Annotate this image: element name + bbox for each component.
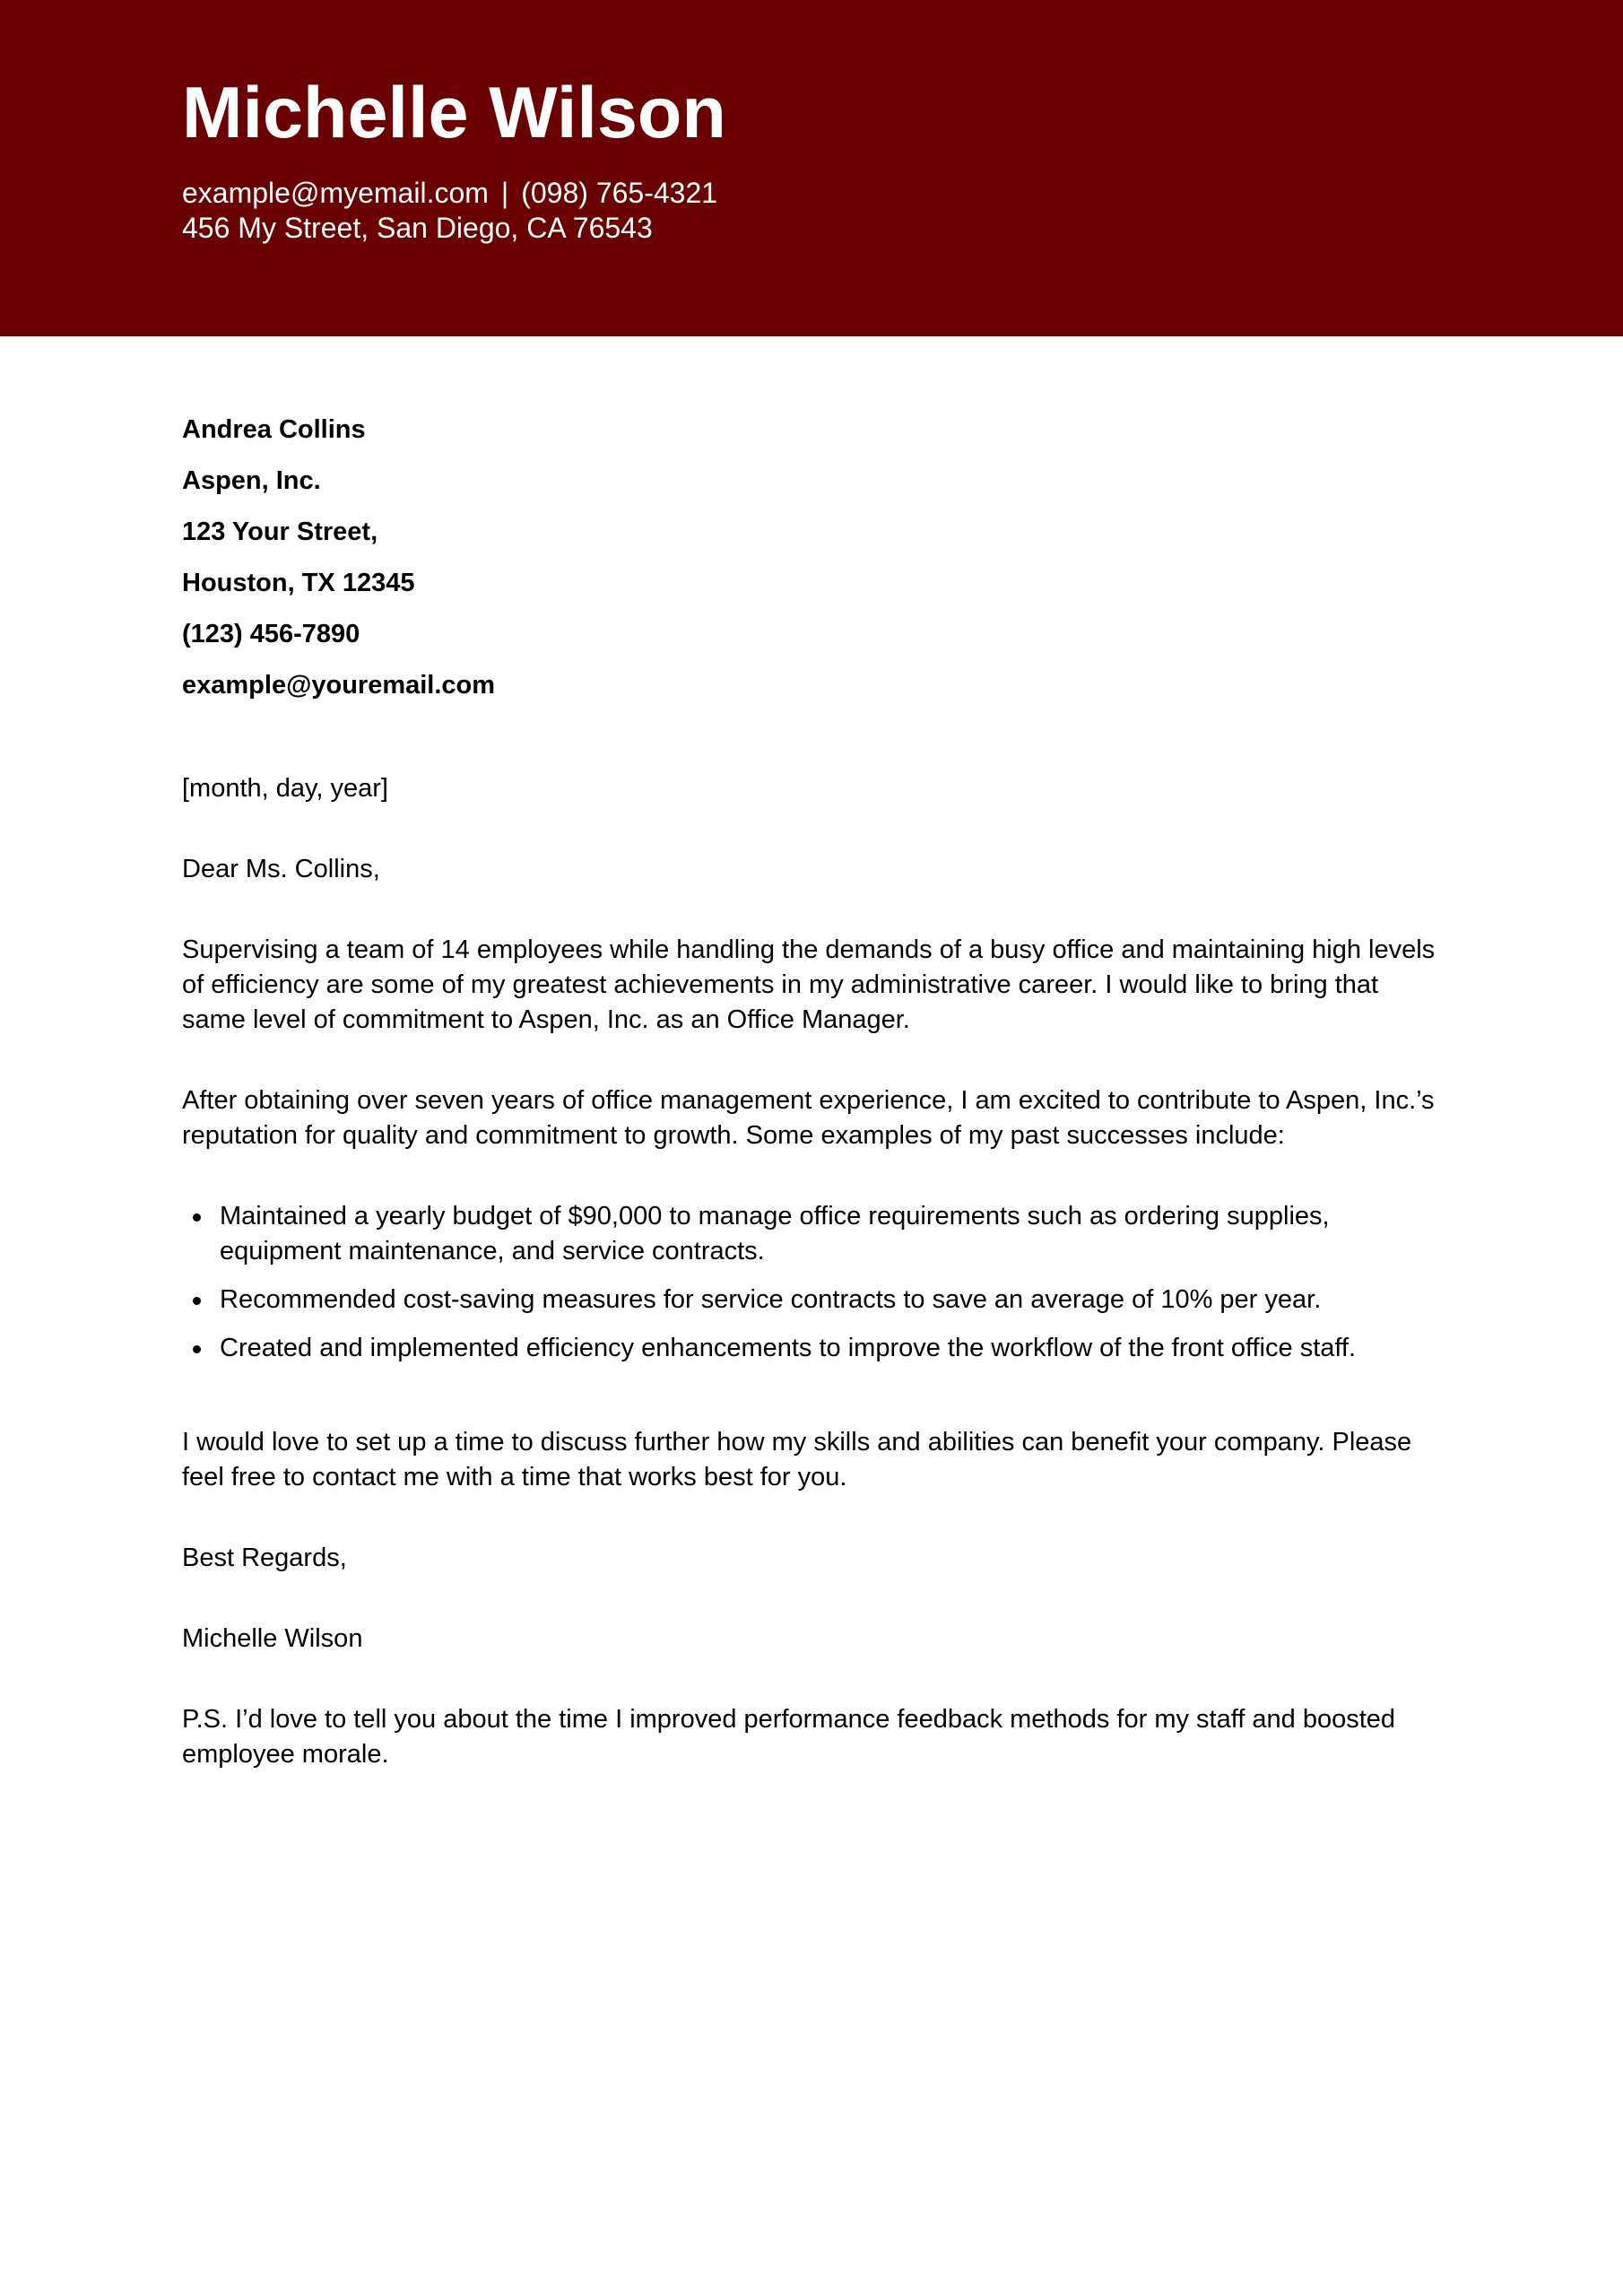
recipient-email: example@youremail.com <box>182 671 496 700</box>
list-item: Maintained a yearly budget of $90,000 to manage office requirements such as ordering supplies, equipment maintenance, and service contracts. <box>220 1199 1437 1269</box>
recipient-city: Houston, TX 12345 <box>182 569 415 597</box>
paragraph-call-to-action: I would love to set up a time to discuss further how my skills and abilities can benefit your company. Please feel free to contact me with a time that works best for you. <box>182 1428 1412 1492</box>
sender-email: example@myemail.com <box>182 177 489 209</box>
sender-phone: (098) 765-4321 <box>521 177 718 209</box>
postscript: P.S. I’d love to tell you about the time I improved performance feedback methods for my staff and boosted employee morale. <box>182 1705 1396 1769</box>
paragraph-experience: After obtaining over seven years of office management experience, I am excited to contribute to Aspen, Inc.’s reputation for quality and commitment to growth. Some examples of my past successes include: <box>182 1086 1435 1150</box>
header-banner <box>0 0 1623 336</box>
salutation: Dear Ms. Collins, <box>182 855 380 883</box>
contact-line-1 <box>182 176 1437 211</box>
sender-contact <box>182 176 1437 246</box>
recipient-street: 123 Your Street, <box>182 517 378 546</box>
contact-separator: | <box>500 177 509 209</box>
recipient-block <box>182 409 1437 716</box>
sender-name: Michelle Wilson <box>182 73 726 153</box>
recipient-name: Andrea Collins <box>182 415 366 444</box>
list-item: Created and implemented efficiency enhancements to improve the workflow of the front office staff. <box>220 1331 1437 1366</box>
recipient-phone: (123) 456-7890 <box>182 620 360 648</box>
header-content <box>182 70 1437 246</box>
sender-address: 456 My Street, San Diego, CA 76543 <box>182 212 653 244</box>
recipient-company: Aspen, Inc. <box>182 466 321 495</box>
closing: Best Regards, <box>182 1544 347 1572</box>
paragraph-intro: Supervising a team of 14 employees while handling the demands of a busy office and maintaining high levels of efficiency are some of my greatest achievements in my administrative career. I would like to bring that same level of commitment to Aspen, Inc. as an Office Manager. <box>182 935 1436 1034</box>
letter-date: [month, day, year] <box>182 774 388 803</box>
signature-name: Michelle Wilson <box>182 1624 363 1653</box>
list-item: Recommended cost-saving measures for service contracts to save an average of 10% per year. <box>220 1283 1437 1318</box>
achievements-list <box>182 1199 1437 1366</box>
letter-body <box>182 409 1437 1772</box>
